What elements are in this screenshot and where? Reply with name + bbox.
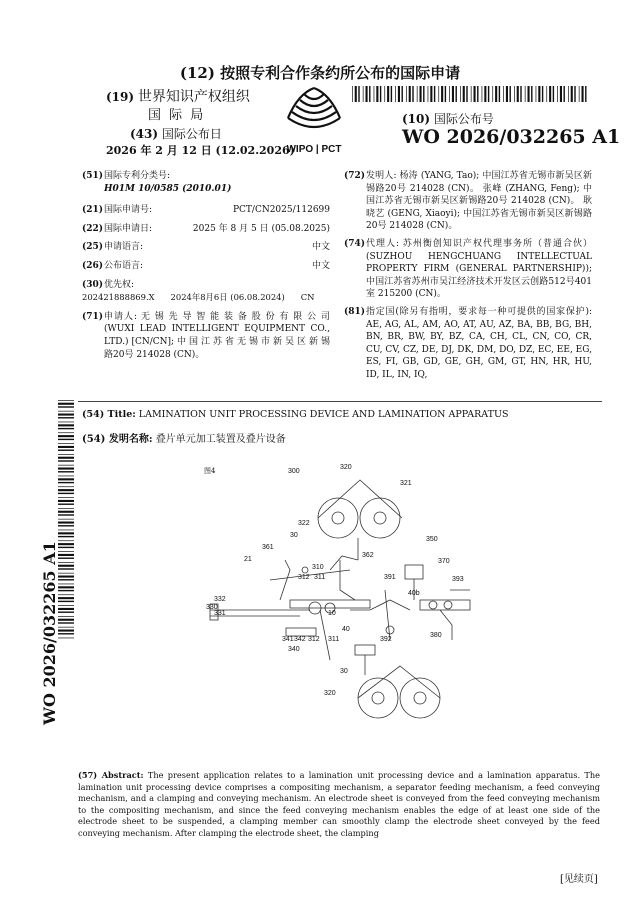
figure-label: 30 [340, 668, 348, 675]
barcode-side [58, 400, 74, 640]
figure-label: 10 [328, 610, 336, 617]
wipo-text: WIPO | PCT [286, 144, 342, 155]
figure-caption: 图4 [204, 467, 216, 475]
pub-date-code: (43) [130, 127, 159, 141]
figure-label: 312 [308, 636, 320, 643]
figure-label: 311 [328, 636, 340, 643]
org-block [106, 86, 250, 106]
field-22: (22)国际申请日: 2025 年 8 月 5 日 (05.08.2025) [82, 223, 330, 234]
org-sub: 国 际 局 [148, 108, 206, 123]
figure-label: 300 [288, 468, 300, 475]
figure-label: 40b [408, 590, 420, 597]
left-fields [82, 170, 330, 361]
field-72: (72) 发明人: 杨涛 (YANG, Tao); 中国江苏省无锡市新吴区新锡路20号 214028 (CN)。 张峰 (ZHANG, Feng); 中国江苏省无锡市新吴区新锡路20号 214028 (CN)。 耿晓艺 (GENG, Xiaoyi); 中国江苏省无锡市新吴区新锡路20号 214028 (CN)。 [344, 171, 592, 232]
pub-no-label: 国际公布号 [433, 112, 494, 126]
figure-label: 40 [342, 626, 350, 633]
title-en-line [82, 409, 508, 420]
figure-label: 21 [244, 556, 252, 563]
figure-label: 392 [380, 636, 392, 643]
field-25: (25)申请语言: 中文 [82, 242, 330, 253]
document-title: (12) 按照专利合作条约所公布的国际申请 [179, 64, 461, 82]
figure-label: 321 [400, 480, 412, 487]
figure-label: 350 [426, 536, 438, 543]
field-71: (71) 申请人: 无 锡 先 导 智 能 装 备 股 份 有 限 公 司 (WUXI LEAD INTELLIGENT EQUIPMENT CO., LTD.) [CN/CN]; 中 国 江 苏 省 无 锡 市 新 吴 区 新 锡路20号 214028 (CN)。 [82, 311, 330, 360]
figure-label: 30 [290, 532, 298, 539]
figure-label: 332 [214, 596, 226, 603]
field-30: (30)优先权: 202421888869.X 2024年8月6日 (06.08.2024) CN [82, 279, 315, 303]
right-fields [344, 170, 592, 382]
title-en-code: (54) Title: [82, 409, 136, 420]
side-pub-number: WO 2026/032265 A1 [40, 541, 59, 725]
abstract-code: (57) Abstract: [78, 770, 144, 780]
figure-label: 330 [206, 604, 218, 611]
field-74: (74) 代理人: 苏州衡创知识产权代理事务所（普通合伙）(SUZHOU HENGCHUANG INTELLECTUAL PROPERTY FIRM (GENERAL PARTNERSHIP)); 中国江苏省苏州市吴江经济技术开发区云创路512号401室 215200 (CN)。 [344, 238, 592, 300]
abstract-text: The present application relates to a lamination unit processing device and a lamination apparatus. The lamination unit processing device comprises a compositing mechanism, a separator feeding mechanism, a feed conveying mechanism, and a clamping and conveying mechanism. An electrode sheet is conveyed from the feed conveying mechanism to the compositing mechanism, and since the feed conveying mechanism enables the edge of at least one side of the electrode sheet to be suspended, a clamping member can smoothly clamp the electrode sheet conveyed by the feed conveying mechanism. After clamping the electrode sheet, the clamping [78, 770, 600, 838]
pub-date-label: 国际公布日 [161, 127, 222, 141]
abstract [78, 770, 600, 840]
figure-label: 312 [298, 574, 310, 581]
org-name: 世界知识产权组织 [137, 89, 250, 105]
figure-label: 331 [214, 610, 226, 617]
figure-label: 320 [340, 464, 352, 471]
separator-line [78, 401, 602, 402]
pub-no-code: (10) [402, 112, 431, 126]
figure-label: 380 [430, 632, 442, 639]
figure-label: 341 [282, 636, 294, 643]
figure-label: 322 [298, 520, 310, 527]
org-code: (19) [106, 90, 135, 104]
figure-label: 342 [294, 636, 306, 643]
field-21: (21)国际申请号: PCT/CN2025/112699 [82, 205, 330, 216]
figure-label: 340 [288, 646, 300, 653]
figure-label: 320 [324, 690, 336, 697]
figure-label: 370 [438, 558, 450, 565]
figure-label: 393 [452, 576, 464, 583]
title-cn: 叠片单元加工装置及叠片设备 [155, 434, 286, 445]
wipo-globe-icon [278, 84, 350, 140]
field-26: (26)公布语言: 中文 [82, 260, 330, 271]
figure-label: 361 [262, 544, 274, 551]
figure-label: 310 [312, 564, 324, 571]
field-81: (81) 指定国(除另有指明，要求每一种可提供的国家保护): AE, AG, AL, AM, AO, AT, AU, AZ, BA, BB, BG, BH, BN, BR, BW, BY, BZ, CA, CH, CL, CN, CO, CR, CU, CV, CZ, DE, DJ, DK, DM, DO, DZ, EC, EE, EG, ES, FI, GB, GD, GE, GH, GM, GT, HN, HR, HU, ID, IL, IN, IQ, [344, 306, 592, 380]
field-51: (51)国际专利分类号: H01M 10/0585 (2010.01) [82, 171, 232, 194]
pub-date-block [130, 125, 222, 142]
figure-4 [190, 460, 490, 720]
title-cn-line [82, 430, 286, 445]
continued-note: [见续页] [560, 874, 598, 885]
figure-label: 311 [314, 574, 326, 581]
wipo-logo [278, 84, 350, 155]
figure-label: 362 [362, 552, 374, 559]
title-en: LAMINATION UNIT PROCESSING DEVICE AND LAMINATION APPARATUS [138, 409, 509, 420]
pub-number: WO 2026/032265 A1 [402, 126, 621, 148]
title-cn-code: (54) 发明名称: [82, 434, 153, 445]
figure-label: 391 [384, 574, 396, 581]
pub-date: 2026 年 2 月 12 日 (12.02.2026) [106, 144, 295, 157]
pub-no-label-block [402, 110, 494, 127]
barcode-top [352, 86, 588, 102]
